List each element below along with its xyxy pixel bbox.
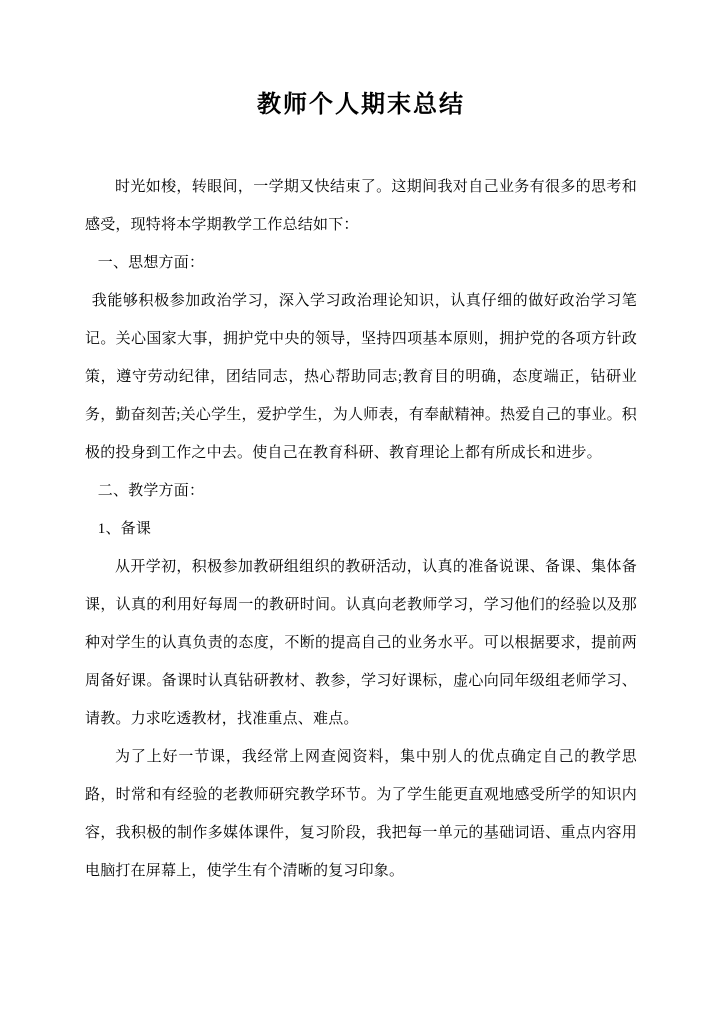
heading-section-ideology: 一、思想方面：: [97, 255, 205, 271]
paragraph-lesson-quality: 为了上好一节课，我经常上网查阅资料，集中别人的优点确定自己的教学思路，时常和有经验的老教师研究教学环节。为了学生能更直观地感受所学的知识内容，我积极的制作多媒体课件，复习阶段，我把每一单元的基础词语、重点内容用电脑打在屏幕上，使学生有个清晰的复习印象。: [85, 749, 637, 879]
heading-subsection-lesson-prep: 1、备课: [97, 521, 152, 537]
document-body: [85, 168, 637, 890]
paragraph-ideology: 我能够积极参加政治学习，深入学习政治理论知识，认真仔细的做好政治学习笔记。关心国家大事，拥护党中央的领导，坚持四项基本原则，拥护党的各项方针政策，遵守劳动纪律，团结同志，热心帮助同志;教育目的明确，态度端正，钻研业务，勤奋刻苦;关心学生，爱护学生，为人师表，有奉献精神。热爱自己的事业。积极的投身到工作之中去。使自己在教育科研、教育理论上都有所成长和进步。: [85, 293, 637, 461]
paragraph-intro: 时光如梭，转眼间，一学期又快结束了。这期间我对自己业务有很多的思考和感受，现特将本学期教学工作总结如下：: [85, 179, 637, 233]
document-title: 教师个人期末总结: [257, 92, 465, 118]
paragraph-lesson-prep: 从开学初，积极参加教研组组织的教研活动，认真的准备说课、备课、集体备课，认真的利用好每周一的教研时间。认真向老教师学习，学习他们的经验以及那种对学生的认真负责的态度，不断的提高自己的业务水平。可以根据要求，提前两周备好课。备课时认真钻研教材、教参，学习好课标，虚心向同年级组老师学习、请教。力求吃透教材，找准重点、难点。: [85, 559, 637, 727]
heading-section-teaching: 二、教学方面：: [97, 483, 205, 499]
